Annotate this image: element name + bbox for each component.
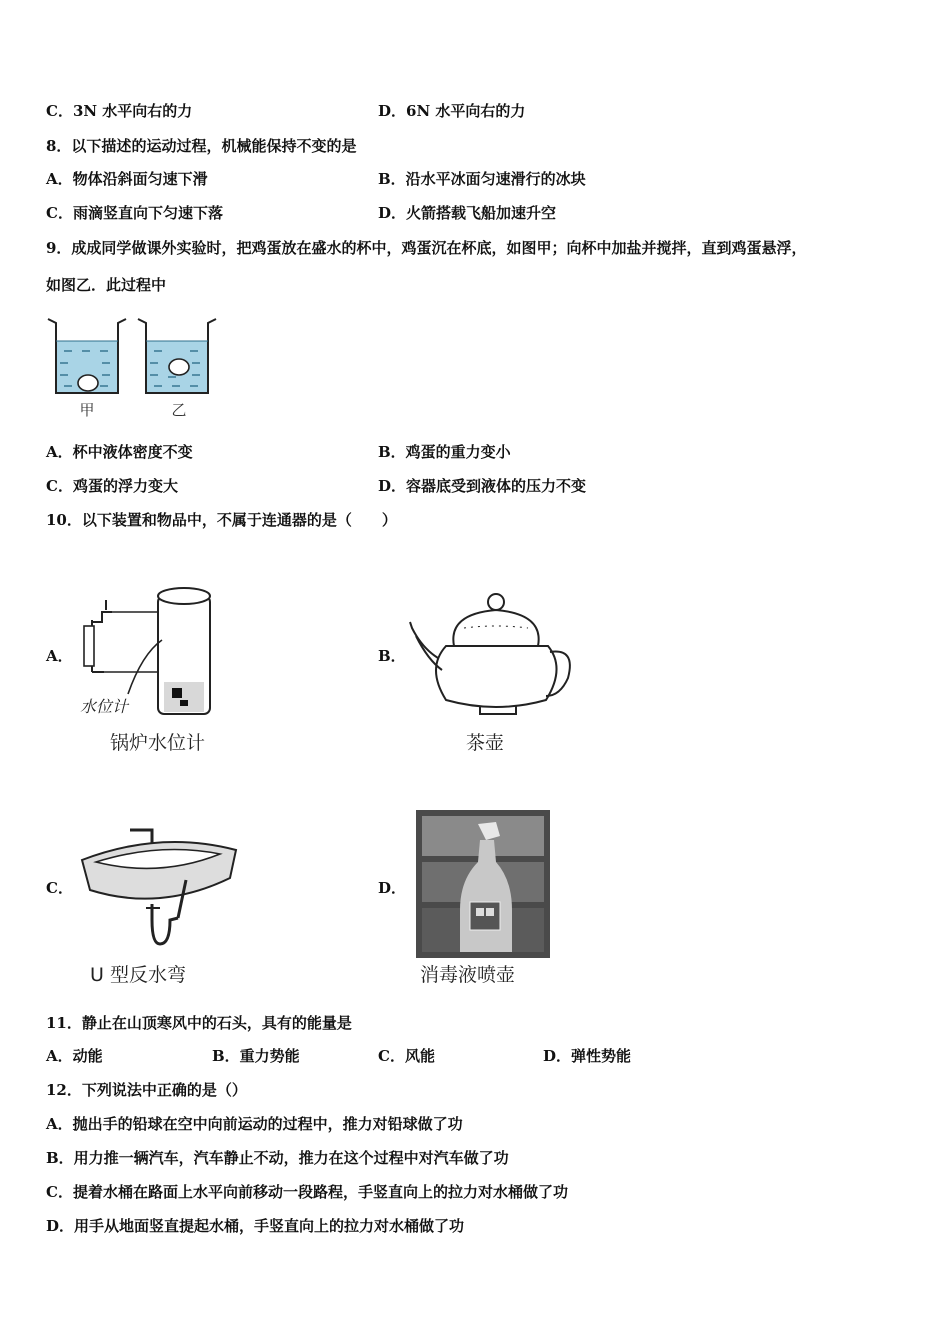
q12-option-d: D．用手从地面竖直提起水桶，手竖直向上的拉力对水桶做了功 xyxy=(46,1217,465,1235)
q11-option-a: A．动能 xyxy=(46,1047,103,1065)
q10-stem: 10．以下装置和物品中，不属于连通器的是（ ） xyxy=(46,511,397,529)
q11-option-b: B．重力势能 xyxy=(212,1047,300,1065)
q8-option-a: A．物体沿斜面匀速下滑 xyxy=(46,170,208,188)
q8-option-d: D．火箭搭载飞船加速升空 xyxy=(378,204,557,222)
caption-teapot: 茶壶 xyxy=(466,732,505,754)
q12-option-c: C．提着水桶在路面上水平向前移动一段路程，手竖直向上的拉力对水桶做了功 xyxy=(46,1183,568,1201)
egg-sunk xyxy=(78,375,98,391)
q11-option-d: D．弹性势能 xyxy=(543,1047,632,1065)
q8-option-c: C．雨滴竖直向下匀速下落 xyxy=(46,204,223,222)
spray-bottle-figure xyxy=(416,810,550,958)
teapot-figure xyxy=(408,588,578,718)
q12-stem: 12．下列说法中正确的是（） xyxy=(46,1081,247,1099)
q9-option-d: D．容器底受到液体的压力不变 xyxy=(378,477,587,495)
q10-label-a: A． xyxy=(46,647,73,665)
q7-option-c: C．3N 水平向右的力 xyxy=(46,102,193,120)
q7-option-d: D．6N 水平向右的力 xyxy=(378,102,526,120)
q10-label-b: B． xyxy=(378,647,406,665)
q9-stem-line1: 9．成成同学做课外实验时，把鸡蛋放在盛水的杯中，鸡蛋沉在杯底，如图甲；向杯中加盐并搅拌，直到鸡蛋悬浮， xyxy=(46,239,807,257)
q9-option-b: B．鸡蛋的重力变小 xyxy=(378,443,511,461)
water-gauge-label: 水位计 xyxy=(79,697,129,716)
q8-stem: 8．以下描述的运动过程，机械能保持不变的是 xyxy=(46,137,357,155)
u-trap-sink-figure xyxy=(80,820,240,955)
q9-beakers-figure xyxy=(44,313,224,423)
egg-suspended xyxy=(169,359,189,375)
caption-boiler-gauge: 锅炉水位计 xyxy=(110,732,206,754)
caption-spray-bottle: 消毒液喷壶 xyxy=(420,964,516,986)
figure-label-yi: 乙 xyxy=(171,401,187,419)
q12-option-b: B．用力推一辆汽车，汽车静止不动，推力在这个过程中对汽车做了功 xyxy=(46,1149,509,1167)
q8-option-b: B．沿水平冰面匀速滑行的冰块 xyxy=(378,170,586,188)
q9-stem-line2: 如图乙．此过程中 xyxy=(46,276,167,294)
q12-option-a: A．抛出手的铅球在空中向前运动的过程中，推力对铅球做了功 xyxy=(46,1115,463,1133)
figure-label-jia: 甲 xyxy=(79,401,95,419)
caption-u-trap: U 型反水弯 xyxy=(90,964,186,986)
q10-label-c: C． xyxy=(46,879,73,897)
q9-option-a: A．杯中液体密度不变 xyxy=(46,443,193,461)
beaker-yi xyxy=(138,319,216,419)
q10-label-d: D． xyxy=(378,879,407,897)
boiler-water-gauge-figure xyxy=(72,582,222,722)
q9-option-c: C．鸡蛋的浮力变大 xyxy=(46,477,178,495)
q11-stem: 11．静止在山顶寒风中的石头，具有的能量是 xyxy=(46,1014,352,1032)
beaker-jia xyxy=(48,319,126,419)
q11-option-c: C．风能 xyxy=(378,1047,435,1065)
